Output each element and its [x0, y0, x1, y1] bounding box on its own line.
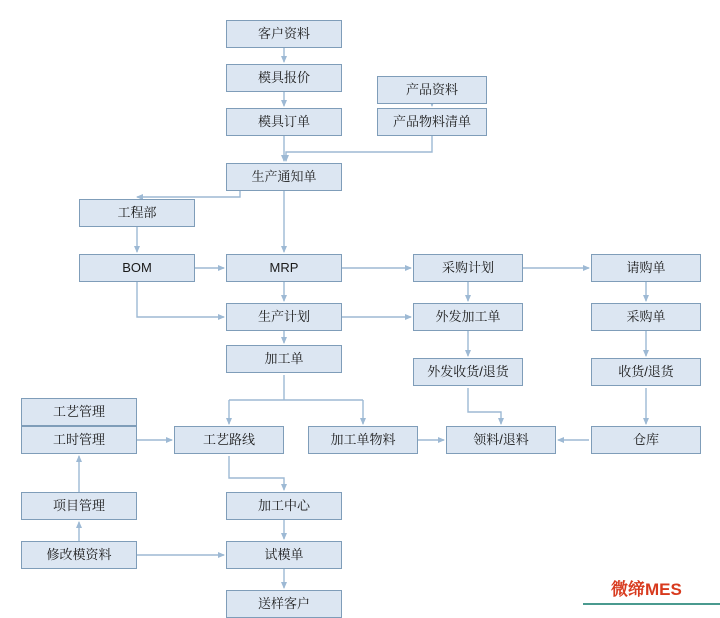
node-trial-mold-order[interactable]: 试模单 [226, 541, 342, 569]
node-machining-center[interactable]: 加工中心 [226, 492, 342, 520]
node-work-order[interactable]: 加工单 [226, 345, 342, 373]
node-goods-receipt[interactable]: 收货/退货 [591, 358, 701, 386]
node-outsourcing-receipt[interactable]: 外发收货/退货 [413, 358, 523, 386]
node-purchase-request[interactable]: 请购单 [591, 254, 701, 282]
watermark-brand: 微缔MES [611, 580, 682, 599]
node-warehouse[interactable]: 仓库 [591, 426, 701, 454]
node-material-issue[interactable]: 领料/退料 [446, 426, 556, 454]
node-sample-to-customer[interactable]: 送样客户 [226, 590, 342, 618]
node-labor-hour-management[interactable]: 工时管理 [21, 426, 137, 454]
node-process-route[interactable]: 工艺路线 [174, 426, 284, 454]
node-purchase-order[interactable]: 采购单 [591, 303, 701, 331]
watermark-rule [583, 603, 720, 605]
node-mold-order[interactable]: 模具订单 [226, 108, 342, 136]
node-mold-revision-info[interactable]: 修改模资料 [21, 541, 137, 569]
node-work-order-material[interactable]: 加工单物料 [308, 426, 418, 454]
node-product-info[interactable]: 产品资料 [377, 76, 487, 104]
node-engineering-dept[interactable]: 工程部 [79, 199, 195, 227]
node-project-management[interactable]: 项目管理 [21, 492, 137, 520]
node-outsourcing-order[interactable]: 外发加工单 [413, 303, 523, 331]
node-bom[interactable]: BOM [79, 254, 195, 282]
node-customer-info[interactable]: 客户资料 [226, 20, 342, 48]
node-production-notice[interactable]: 生产通知单 [226, 163, 342, 191]
node-mrp[interactable]: MRP [226, 254, 342, 282]
node-process-management[interactable]: 工艺管理 [21, 398, 137, 426]
node-production-plan[interactable]: 生产计划 [226, 303, 342, 331]
node-mold-quotation[interactable]: 模具报价 [226, 64, 342, 92]
node-purchase-plan[interactable]: 采购计划 [413, 254, 523, 282]
node-product-bom[interactable]: 产品物料清单 [377, 108, 487, 136]
